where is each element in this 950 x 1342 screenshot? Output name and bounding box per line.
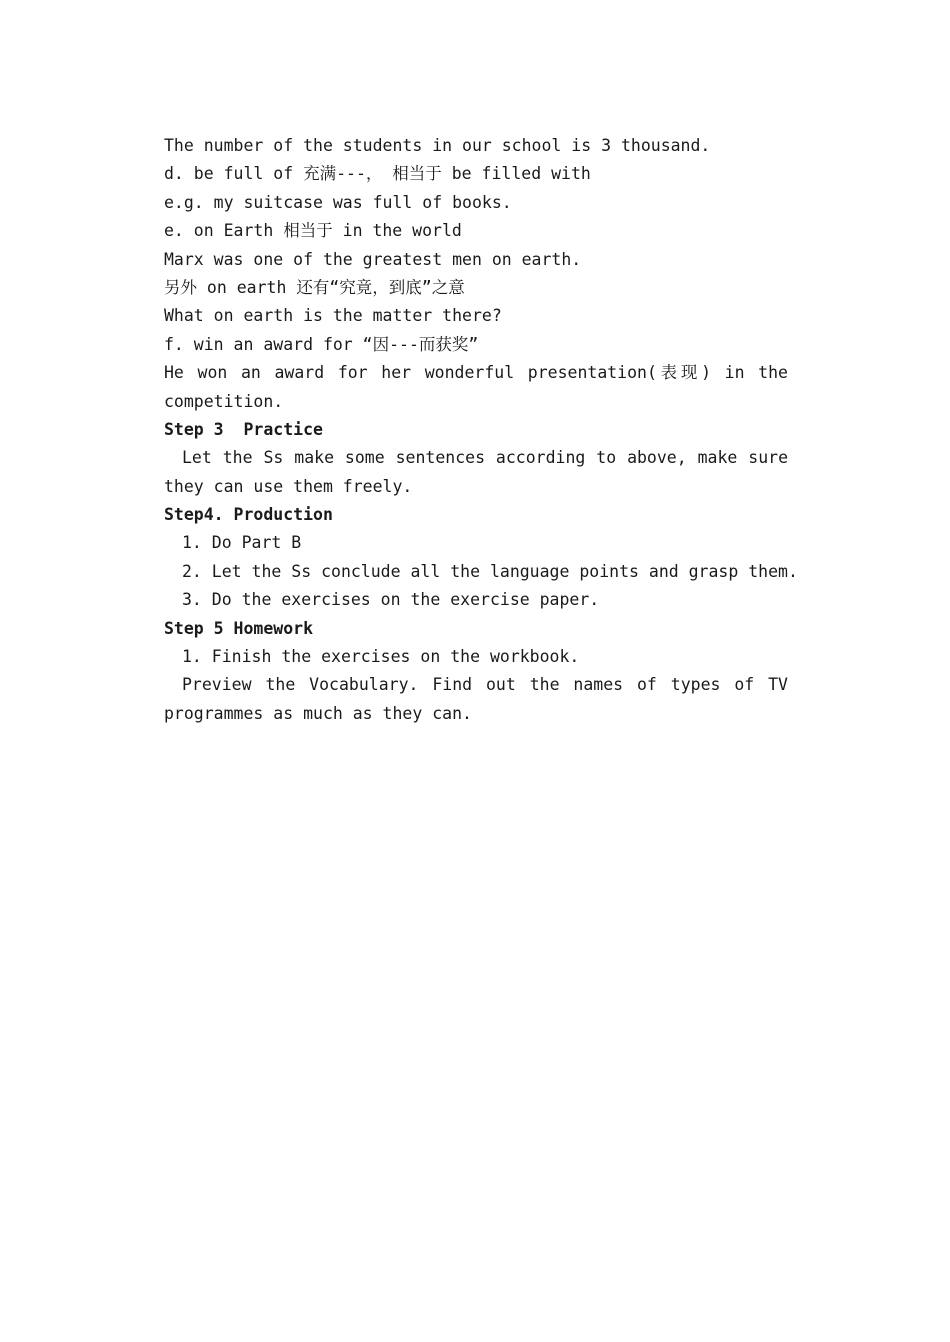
text-line: 另外 on earth 还有“究竟，到底”之意 — [164, 277, 465, 297]
step3-heading: Step 3 Practice — [164, 419, 323, 439]
award-paragraph-line: He won an award for her wonderful presentation(表现) in the — [164, 363, 788, 383]
text-line: Marx was one of the greatest men on earth. — [164, 249, 582, 269]
step5-paragraph-line: Preview the Vocabulary. Find out the names of types of TV — [182, 675, 788, 695]
document-body — [164, 132, 798, 728]
step4-list-item: 1. Do Part B — [182, 533, 302, 553]
award-paragraph-line: competition. — [164, 391, 284, 411]
text-line: f. win an award for “因---而获奖” — [164, 334, 479, 354]
step4-heading: Step4. Production — [164, 505, 333, 525]
text-line: What on earth is the matter there? — [164, 306, 502, 326]
step3-paragraph-line: they can use them freely. — [164, 476, 413, 496]
step4-list-item: 3. Do the exercises on the exercise paper. — [182, 590, 600, 610]
step5-heading: Step 5 Homework — [164, 618, 314, 638]
step5-paragraph-line: programmes as much as they can. — [164, 703, 472, 723]
step3-paragraph-line: Let the Ss make some sentences according to above, make sure — [182, 448, 788, 468]
text-line: e.g. my suitcase was full of books. — [164, 192, 512, 212]
step4-list-item: 2. Let the Ss conclude all the language points and grasp them. — [182, 561, 798, 581]
step5-list-item: 1. Finish the exercises on the workbook. — [182, 647, 580, 667]
text-line: The number of the students in our school is 3 thousand. — [164, 136, 711, 155]
text-line: e. on Earth 相当于 in the world — [164, 221, 462, 241]
text-line: d. be full of 充满---， 相当于 be filled with — [164, 164, 591, 184]
